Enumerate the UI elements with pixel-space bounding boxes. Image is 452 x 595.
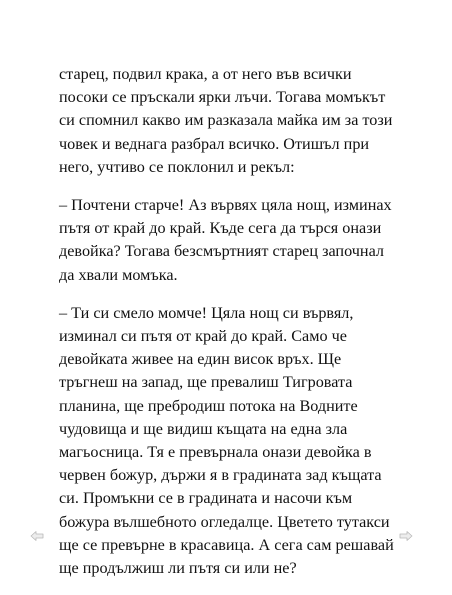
text-line: човек и веднага разбрал всичко. Отишъл при	[59, 134, 370, 153]
paragraph-1	[59, 63, 409, 179]
text-line: посоки се пръскали ярки лъчи. Тогава момъкът	[59, 88, 386, 107]
text-line: тръгнеш на запад, ще превалиш Тигровата	[59, 373, 353, 392]
text-line: него, учтиво се поклонил и рекъл:	[59, 157, 295, 176]
text-line: девойка? Тогава безсмъртният старец започнал	[59, 242, 384, 261]
text-line: магьосница. Тя е превърнала онази девойка в	[59, 443, 372, 462]
text-line: си спомнил какво им разказала майка им за този	[59, 111, 393, 130]
paragraph-3	[59, 302, 409, 580]
text-line: изминал си пътя от край до край. Само че	[59, 327, 347, 346]
text-line: да хвали момъка.	[59, 265, 178, 284]
text-line: пътя от край до край. Къде сега да търся онази	[59, 219, 382, 238]
text-line: си. Промъкни се в градината и насочи към	[59, 489, 353, 508]
text-line: божура вълшебното огледалце. Цветето тутакси	[59, 512, 390, 531]
text-body	[59, 63, 409, 595]
text-line: старец, подвил крака, а от него във всички	[59, 65, 352, 83]
next-page-button[interactable]	[399, 530, 413, 542]
text-line: ще се превърне в красавица. А сега сам решавай	[59, 535, 394, 554]
text-line: – Ти си смело момче! Цяла нощ си вървял,	[59, 303, 354, 322]
text-line: чудовища и ще видиш къщата на една зла	[59, 419, 348, 438]
paragraph-2	[59, 194, 409, 287]
text-line: – Почтени старче! Аз вървях цяла нощ, изминах	[59, 196, 392, 215]
text-line: планина, ще пребродиш потока на Водните	[59, 396, 358, 415]
text-line: ще продължиш ли пътя си или не?	[59, 559, 297, 578]
arrow-right-icon	[399, 530, 413, 542]
arrow-left-icon	[30, 530, 44, 542]
text-line: червен божур, държи я в градината зад къщата	[59, 466, 382, 485]
prev-page-button[interactable]	[30, 530, 44, 542]
text-line: девойката живее на един висок връх. Ще	[59, 350, 342, 369]
